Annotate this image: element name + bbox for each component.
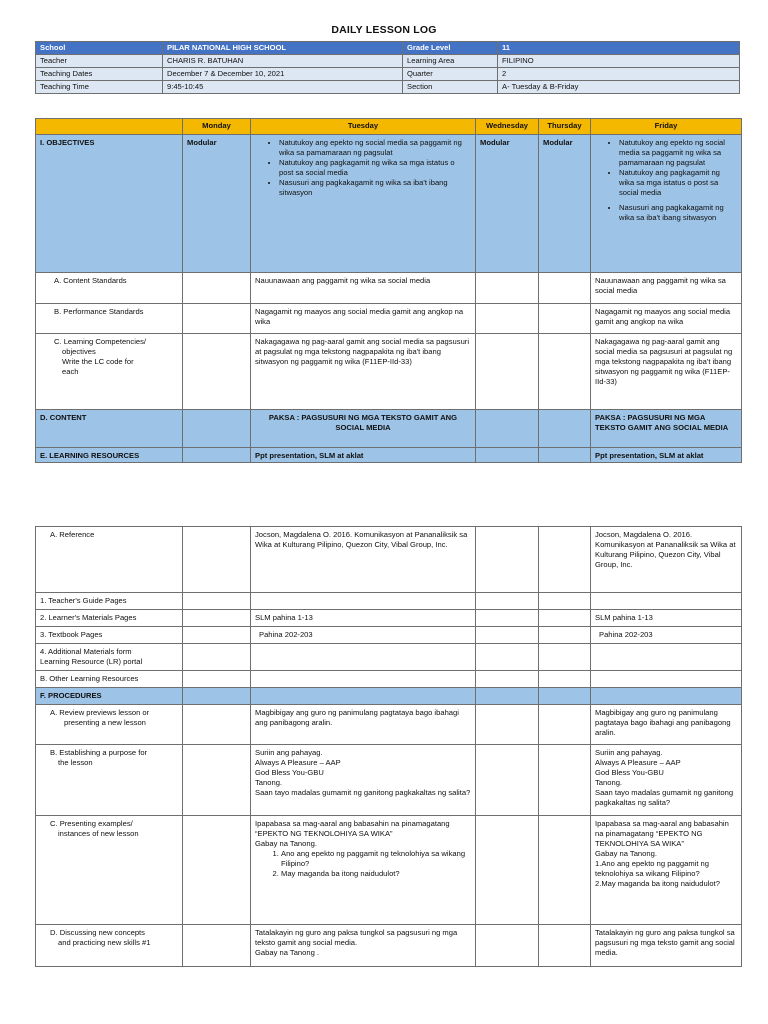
resources-label: E. LEARNING RESOURCES — [36, 448, 183, 463]
header-value: A- Tuesday & B-Friday — [498, 81, 740, 94]
content-row — [36, 410, 742, 448]
presenting-row — [36, 816, 742, 925]
competencies-label-line: Write the LC code for — [62, 357, 134, 367]
header-value: PILAR NATIONAL HIGH SCHOOL — [163, 42, 403, 55]
objective-item: • Nasusuri ang pagkakagamit ng wika sa iba't ibang sitwasyon — [619, 203, 737, 223]
empty-cell — [251, 593, 476, 610]
resources-row — [36, 448, 742, 463]
discussing-gabay: Gabay na Tanong . — [255, 948, 320, 958]
empty-cell — [476, 925, 539, 967]
textbook-label: 3. Textbook Pages — [36, 627, 183, 644]
empty-cell — [539, 593, 591, 610]
review-friday: Magbibigay ang guro ng panimulang pagtataya bago ibahagi ang panibagong aralin. — [591, 705, 742, 745]
empty-cell — [476, 705, 539, 745]
empty-cell — [476, 816, 539, 925]
header-row-time — [36, 81, 740, 94]
empty-cell — [476, 745, 539, 816]
empty-cell — [539, 925, 591, 967]
purpose-line: Tanong. — [255, 778, 283, 788]
learners-materials-label: 2. Learner's Materials Pages — [36, 610, 183, 627]
other-resources-label: B. Other Learning Resources — [36, 671, 183, 688]
empty-cell — [183, 610, 251, 627]
discussing-tuesday — [251, 925, 476, 967]
presenting-question: 2. May maganda ba itong naidudulot? — [281, 869, 471, 879]
objectives-wednesday: Modular — [476, 135, 539, 273]
day-header-monday: Monday — [183, 119, 251, 135]
empty-cell — [476, 527, 539, 593]
presenting-question: 1. Ano ang epekto ng paggamit ng teknolohiya sa wikang Filipino? — [281, 849, 471, 869]
discussing-label — [36, 925, 183, 967]
empty-cell — [476, 627, 539, 644]
empty-cell — [476, 688, 539, 705]
presenting-gabay: Gabay na Tanong. — [255, 839, 317, 849]
presenting-intro: Ipapabasa sa mag-aaral ang babasahin na pinamagatang “EPEKTO NG TEKNOLOHIYA SA WIKA” — [595, 819, 729, 849]
empty-cell — [476, 304, 539, 334]
empty-cell — [183, 816, 251, 925]
header-label: Teaching Dates — [36, 68, 163, 81]
empty-cell — [476, 410, 539, 448]
day-header-thursday: Thursday — [539, 119, 591, 135]
objective-item: • Natutukoy ang pagkagamit ng wika sa mga istatus o post sa social media — [279, 158, 471, 178]
resources-friday: Ppt presentation, SLM at aklat — [591, 448, 742, 463]
empty-cell — [539, 610, 591, 627]
competencies-label-line: each — [62, 367, 79, 377]
discussing-text: Tatalakayin ng guro ang paksa tungkol sa pagsusuri ng mga teksto gamit ang social media. — [255, 928, 458, 948]
day-header-row — [36, 119, 742, 135]
reference-friday: Jocson, Magdalena O. 2016. Komunikasyon at Pananaliksik sa Wika at Kulturang Pilipino, Quezon City, Vibal Group, Inc. — [591, 527, 742, 593]
objective-item: • Natutukoy ang epekto ng social media sa paggamit ng wika sa pamamaraan ng pagsulat — [279, 138, 471, 158]
header-label: Section — [403, 81, 498, 94]
header-value: 9:45-10:45 — [163, 81, 403, 94]
content-tuesday: PAKSA : PAGSUSURI NG MGA TEKSTO GAMIT ANG SOCIAL MEDIA — [251, 410, 476, 448]
empty-cell — [183, 705, 251, 745]
day-header-wednesday: Wednesday — [476, 119, 539, 135]
resources-tuesday: Ppt presentation, SLM at aklat — [251, 448, 476, 463]
purpose-line: Saan tayo madalas gumamit ng ganitong pagkakaltas ng salita? — [595, 788, 734, 808]
empty-cell — [183, 304, 251, 334]
empty-cell — [183, 334, 251, 410]
empty-cell — [183, 671, 251, 688]
objective-item: • Natutukoy ang pagkagamit ng wika sa mga istatus o post sa social media — [619, 168, 737, 198]
header-info-table — [35, 41, 740, 94]
content-standards-tuesday: Nauunawaan ang paggamit ng wika sa social media — [251, 273, 476, 304]
content-label: D. CONTENT — [36, 410, 183, 448]
header-value: CHARIS R. BATUHAN — [163, 55, 403, 68]
presenting-intro: Ipapabasa sa mag-aaral ang babasahin na pinamagatang “EPEKTO NG TEKNOLOHIYA SA WIKA” — [255, 819, 450, 839]
empty-cell — [183, 745, 251, 816]
header-label: Grade Level — [403, 42, 498, 55]
lesson-plan-table-2 — [35, 526, 742, 967]
lesson-plan-table-1 — [35, 118, 742, 463]
empty-cell — [539, 688, 591, 705]
day-header-blank — [36, 119, 183, 135]
performance-standards-tuesday: Nagagamit ng maayos ang social media gamit ang angkop na wika — [251, 304, 476, 334]
objectives-tuesday-list — [255, 138, 471, 198]
empty-cell — [591, 671, 742, 688]
header-row-school — [36, 42, 740, 55]
empty-cell — [251, 671, 476, 688]
purpose-line: Suriin ang pahayag. — [595, 748, 663, 757]
objectives-thursday: Modular — [539, 135, 591, 273]
page-title: DAILY LESSON LOG — [331, 24, 437, 36]
reference-label: A. Reference — [36, 527, 183, 593]
additional-materials-row — [36, 644, 742, 671]
purpose-line: Suriin ang pahayag. — [255, 748, 323, 757]
purpose-line: Always A Pleasure – AAP — [595, 758, 681, 768]
empty-cell — [476, 671, 539, 688]
objective-item: • Nasusuri ang pagkakagamit ng wika sa iba't ibang sitwasyon — [279, 178, 471, 198]
additional-materials-label-line: Learning Resource (LR) portal — [40, 657, 143, 667]
empty-cell — [476, 448, 539, 463]
content-standards-friday: Nauunawaan ang paggamit ng wika sa social media — [591, 273, 742, 304]
objectives-tuesday — [251, 135, 476, 273]
empty-cell — [476, 644, 539, 671]
empty-cell — [183, 527, 251, 593]
header-label: Learning Area — [403, 55, 498, 68]
header-value: December 7 & December 10, 2021 — [163, 68, 403, 81]
purpose-line: Saan tayo madalas gumamit ng ganitong pagkakaltas ng salita? — [255, 788, 471, 798]
empty-cell — [539, 671, 591, 688]
empty-cell — [539, 273, 591, 304]
presenting-label-line: C. Presenting examples/ — [50, 819, 133, 828]
teachers-guide-row — [36, 593, 742, 610]
discussing-friday: Tatalakayin ng guro ang paksa tungkol sa pagsusuri ng mga teksto gamit ang social media. — [591, 925, 742, 967]
review-tuesday: Magbibigay ang guro ng panimulang pagtataya bago ibahagi ang panibagong aralin. — [251, 705, 476, 745]
header-label: Teacher — [36, 55, 163, 68]
presenting-friday — [591, 816, 742, 925]
review-row — [36, 705, 742, 745]
performance-standards-label: B. Performance Standards — [36, 304, 183, 334]
empty-cell — [539, 705, 591, 745]
empty-cell — [591, 593, 742, 610]
procedures-label: F. PROCEDURES — [36, 688, 183, 705]
purpose-line: God Bless You-GBU — [255, 768, 324, 778]
empty-cell — [539, 304, 591, 334]
teachers-guide-label: 1. Teacher's Guide Pages — [36, 593, 183, 610]
empty-cell — [476, 610, 539, 627]
empty-cell — [539, 644, 591, 671]
header-label: School — [36, 42, 163, 55]
objectives-friday-list — [595, 138, 737, 223]
competencies-friday: Nakagagawa ng pag-aaral gamit ang social media sa pagsusuri at pagsulat ng mga tekstong nagpapakita ng iba't ibang sitwasyon ng paggamit ng wika (F11EP-IId-33) — [591, 334, 742, 410]
textbook-row — [36, 627, 742, 644]
purpose-label-line: B. Establishing a purpose for — [50, 748, 148, 757]
header-label: Teaching Time — [36, 81, 163, 94]
textbook-friday: Pahina 202-203 — [591, 627, 742, 644]
empty-cell — [251, 688, 476, 705]
header-row-teacher — [36, 55, 740, 68]
empty-cell — [539, 334, 591, 410]
purpose-label — [36, 745, 183, 816]
header-value: FILIPINO — [498, 55, 740, 68]
textbook-tuesday: Pahina 202-203 — [251, 627, 476, 644]
purpose-line: God Bless You-GBU — [595, 768, 664, 778]
discussing-label-line: and practicing new skills #1 — [58, 938, 151, 948]
competencies-row — [36, 334, 742, 410]
performance-standards-row — [36, 304, 742, 334]
empty-cell — [539, 816, 591, 925]
reference-tuesday: Jocson, Magdalena O. 2016. Komunikasyon at Pananaliksik sa Wika at Kulturang Pilipino, Quezon City, Vibal Group, Inc. — [251, 527, 476, 593]
empty-cell — [539, 627, 591, 644]
content-friday: PAKSA : PAGSUSURI NG MGA TEKSTO GAMIT ANG SOCIAL MEDIA — [591, 410, 742, 448]
empty-cell — [183, 627, 251, 644]
review-label — [36, 705, 183, 745]
empty-cell — [591, 644, 742, 671]
header-value: 2 — [498, 68, 740, 81]
competencies-label-line: C. Learning Competencies/ — [54, 337, 147, 346]
empty-cell — [476, 273, 539, 304]
empty-cell — [183, 448, 251, 463]
day-header-tuesday: Tuesday — [251, 119, 476, 135]
empty-cell — [539, 527, 591, 593]
review-label-line: presenting a new lesson — [64, 718, 146, 728]
empty-cell — [539, 448, 591, 463]
discussing-label-line: D. Discussing new concepts — [50, 928, 145, 937]
procedures-row — [36, 688, 742, 705]
empty-cell — [539, 745, 591, 816]
empty-cell — [183, 644, 251, 671]
empty-cell — [183, 593, 251, 610]
day-header-friday: Friday — [591, 119, 742, 135]
objectives-monday: Modular — [183, 135, 251, 273]
objectives-friday — [591, 135, 742, 273]
empty-cell — [591, 688, 742, 705]
empty-cell — [476, 334, 539, 410]
learners-materials-friday: SLM pahina 1-13 — [591, 610, 742, 627]
other-resources-row — [36, 671, 742, 688]
presenting-question: 1.Ano ang epekto ng paggamit ng teknolohiya sa wikang Filipino? — [595, 859, 709, 879]
learners-materials-tuesday: SLM pahina 1-13 — [251, 610, 476, 627]
empty-cell — [251, 644, 476, 671]
purpose-tuesday — [251, 745, 476, 816]
empty-cell — [476, 593, 539, 610]
purpose-label-line: the lesson — [58, 758, 93, 768]
purpose-row — [36, 745, 742, 816]
competencies-tuesday: Nakagagawa ng pag-aaral gamit ang social media sa pagsusuri at pagsulat ng mga tekstong nagpapakita ng iba't ibang sitwasyon ng paggamit ng wika (F11EP-IId-33) — [251, 334, 476, 410]
reference-row — [36, 527, 742, 593]
competencies-label-line: objectives — [62, 347, 96, 357]
presenting-tuesday — [251, 816, 476, 925]
content-standards-row — [36, 273, 742, 304]
additional-materials-label-line: 4. Additional Materials form — [40, 647, 132, 656]
purpose-line: Tanong. — [595, 778, 623, 788]
empty-cell — [183, 688, 251, 705]
empty-cell — [539, 410, 591, 448]
presenting-label — [36, 816, 183, 925]
objective-item: • Natutukoy ang epekto ng social media sa paggamit ng wika sa pamamaraan ng pagsulat — [619, 138, 737, 168]
discussing-row — [36, 925, 742, 967]
presenting-questions — [255, 849, 471, 879]
presenting-question: 2.May maganda ba itong naidudulot? — [595, 879, 720, 889]
presenting-gabay: Gabay na Tanong. — [595, 849, 657, 859]
content-standards-label: A. Content Standards — [36, 273, 183, 304]
header-row-dates — [36, 68, 740, 81]
purpose-line: Always A Pleasure – AAP — [255, 758, 341, 768]
empty-cell — [183, 273, 251, 304]
header-value: 11 — [498, 42, 740, 55]
performance-standards-friday: Nagagamit ng maayos ang social media gamit ang angkop na wika — [591, 304, 742, 334]
objectives-row — [36, 135, 742, 273]
presenting-label-line: instances of new lesson — [58, 829, 139, 839]
empty-cell — [183, 410, 251, 448]
objectives-label: I. OBJECTIVES — [36, 135, 183, 273]
additional-materials-label — [36, 644, 183, 671]
header-label: Quarter — [403, 68, 498, 81]
purpose-friday — [591, 745, 742, 816]
empty-cell — [183, 925, 251, 967]
review-label-line: A. Review previews lesson or — [50, 708, 150, 717]
learners-materials-row — [36, 610, 742, 627]
competencies-label — [36, 334, 183, 410]
